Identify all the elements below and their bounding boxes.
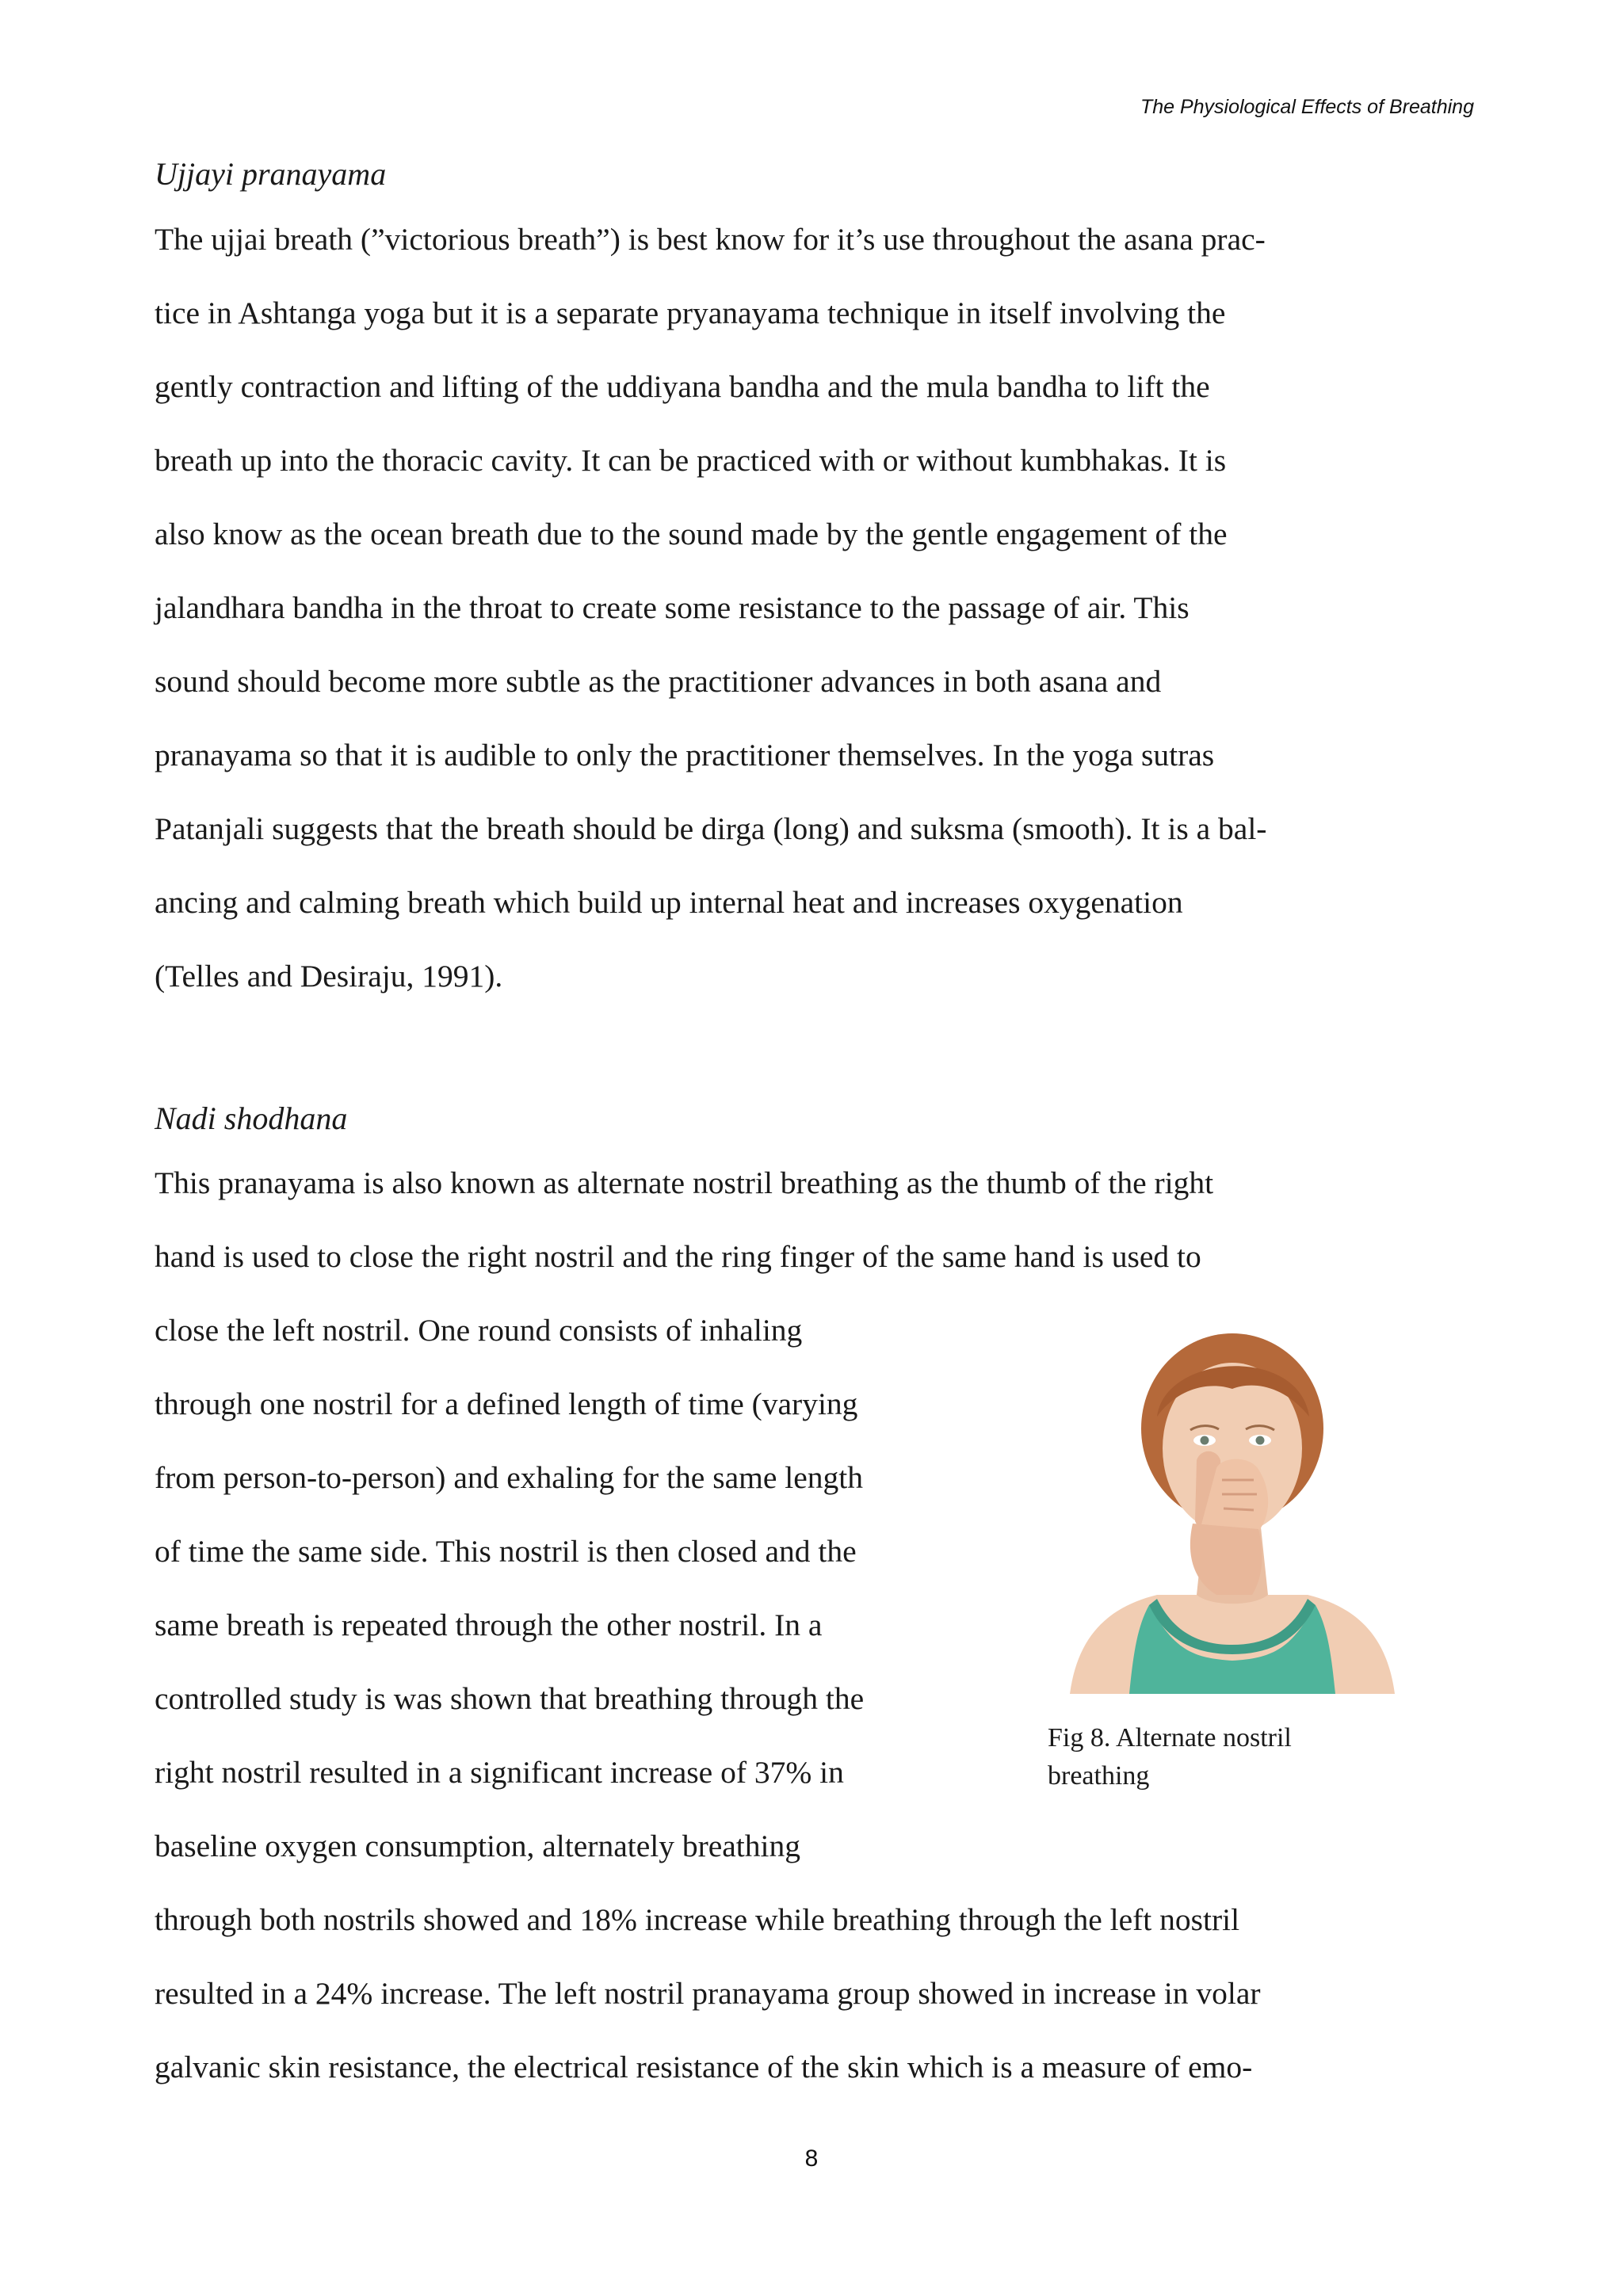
paragraph-line: through one nostril for a defined length of time (varying — [155, 1386, 858, 1421]
paragraph-line: gently contraction and lifting of the uddiyana bandha and the mula bandha to lift the — [155, 369, 1210, 404]
paragraph-line: tice in Ashtanga yoga but it is a separate pryanayama technique in itself involving the — [155, 296, 1226, 330]
caption-line: Fig 8. Alternate nostril — [1048, 1723, 1292, 1753]
paragraph-line: jalandhara bandha in the throat to create some resistance to the passage of air. This — [155, 590, 1190, 625]
figure-caption — [1048, 1719, 1412, 1795]
paragraph-line: pranayama so that it is audible to only the practitioner themselves. In the yoga sutras — [155, 738, 1215, 772]
paragraph-line: galvanic skin resistance, the electrical resistance of the skin which is a measure of emo- — [155, 2050, 1253, 2084]
paragraph-line: resulted in a 24% increase. The left nostril pranayama group showed in increase in volar — [155, 1976, 1261, 2011]
paragraph-line: breath up into the thoracic cavity. It can be practiced with or without kumbhakas. It is — [155, 443, 1227, 478]
woman-alternate-nostril-breathing-photo — [1046, 1322, 1419, 1694]
paragraph-line: controlled study is was shown that breathing through the — [155, 1681, 865, 1716]
paragraph-line: close the left nostril. One round consists of inhaling — [155, 1313, 803, 1348]
paragraph-line: through both nostrils showed and 18% increase while breathing through the left nostril — [155, 1902, 1240, 1937]
paragraph-line: (Telles and Desiraju, 1991). — [155, 959, 503, 994]
paragraph-line: from person-to-person) and exhaling for the same length — [155, 1460, 863, 1495]
paragraph-line: same breath is repeated through the other nostril. In a — [155, 1608, 823, 1642]
paragraph-line: The ujjai breath (”victorious breath”) is best know for it’s use throughout the asana prac- — [155, 222, 1266, 257]
paragraph-line: Patanjali suggests that the breath should be dirga (long) and suksma (smooth). It is a bal- — [155, 811, 1267, 846]
section-heading-nadi-shodhana: Nadi shodhana — [155, 1100, 348, 1136]
running-head: The Physiological Effects of Breathing — [1140, 96, 1474, 118]
paragraph-line: sound should become more subtle as the practitioner advances in both asana and — [155, 664, 1162, 699]
section-heading-ujjayi: Ujjayi pranayama — [155, 156, 387, 192]
paragraph-line: ancing and calming breath which build up internal heat and increases oxygenation — [155, 885, 1183, 920]
paragraph-line: also know as the ocean breath due to the sound made by the gentle engagement of the — [155, 517, 1228, 551]
paragraph-line: baseline oxygen consumption, alternately breathing — [155, 1829, 800, 1863]
paragraph-line: right nostril resulted in a significant increase of 37% in — [155, 1755, 844, 1790]
paragraph-line: This pranayama is also known as alternate nostril breathing as the thumb of the right — [155, 1165, 1214, 1200]
paragraph-line: hand is used to close the right nostril and the ring finger of the same hand is used to — [155, 1239, 1201, 1274]
figure-alternate-nostril — [1046, 1322, 1419, 1694]
page-number: 8 — [804, 2145, 819, 2172]
paragraph-line: of time the same side. This nostril is then closed and the — [155, 1534, 857, 1569]
caption-line: breathing — [1048, 1761, 1150, 1791]
